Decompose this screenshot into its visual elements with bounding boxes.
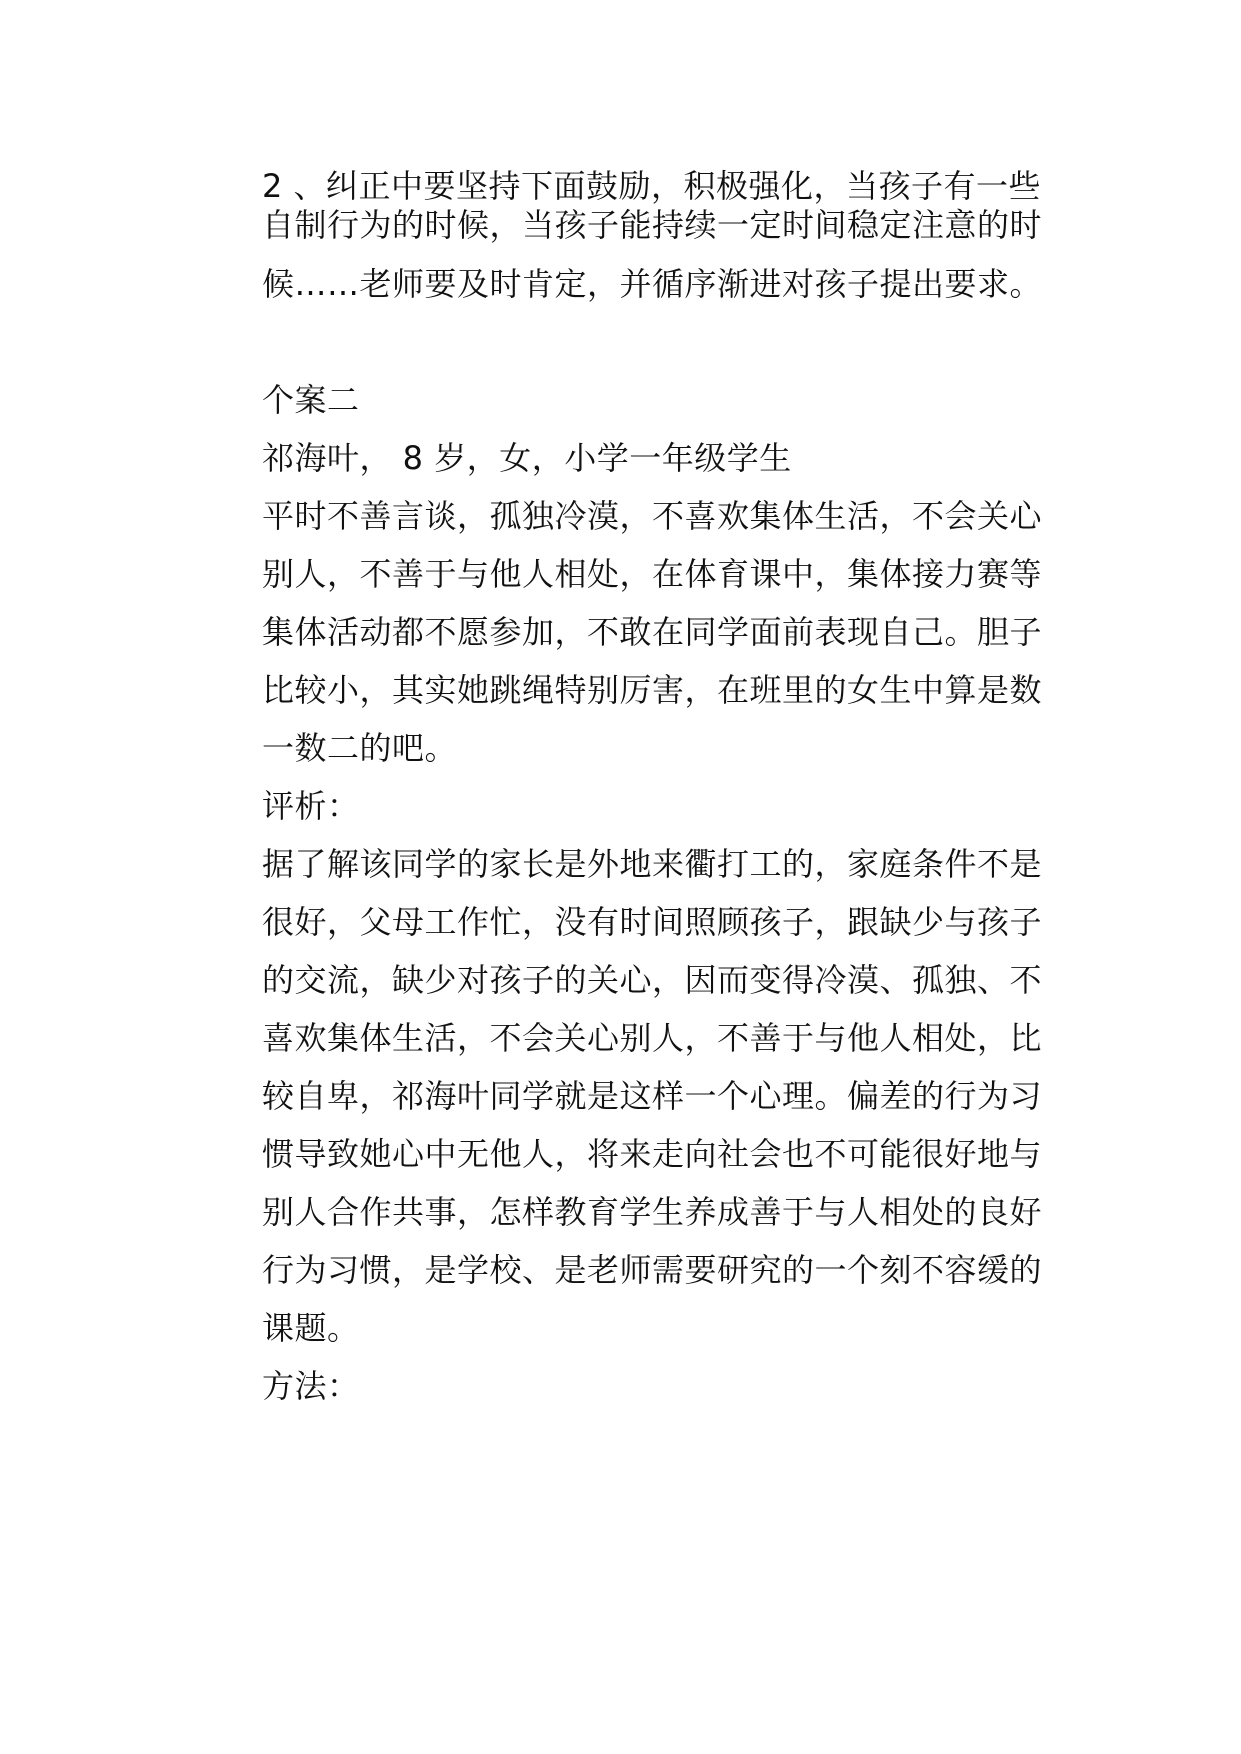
text-line: 较自卑，祁海叶同学就是这样一个心理。偏差的行为习 — [262, 1077, 1043, 1115]
text-line: 喜欢集体生活，不会关心别人，不善于与他人相处，比 — [262, 1019, 1043, 1057]
text-line: 很好，父母工作忙，没有时间照顾孩子，跟缺少与孩子 — [262, 903, 1043, 941]
text-line: 行为习惯，是学校、是老师需要研究的一个刻不容缓的 — [262, 1251, 1043, 1289]
text-line: 据了解该同学的家长是外地来衢打工的，家庭条件不是 — [262, 845, 1043, 883]
text-line: 平时不善言谈，孤独冷漠，不喜欢集体生活，不会关心 — [262, 497, 1043, 535]
text-line: 集体活动都不愿参加，不敢在同学面前表现自己。胆子 — [262, 613, 1043, 651]
text-line: 惯导致她心中无他人，将来走向社会也不可能很好地与 — [262, 1135, 1043, 1173]
text-line: 比较小，其实她跳绳特别厉害，在班里的女生中算是数 — [262, 671, 1043, 709]
text-line: 2 、纠正中要坚持下面鼓励，积极强化，当孩子有一些 — [262, 167, 1042, 205]
text-line: 自制行为的时候，当孩子能持续一定时间稳定注意的时 — [262, 206, 1043, 244]
text-line: 祁海叶， 8 岁，女，小学一年级学生 — [262, 439, 792, 477]
text-line: 课题。 — [262, 1309, 360, 1347]
section-heading: 评析： — [262, 787, 360, 825]
section-heading: 个案二 — [262, 381, 360, 419]
text-line: 的交流，缺少对孩子的关心，因而变得冷漠、孤独、不 — [262, 961, 1043, 999]
text-line: 别人，不善于与他人相处，在体育课中，集体接力赛等 — [262, 555, 1043, 593]
text-line: 候……老师要及时肯定，并循序渐进对孩子提出要求。 — [262, 265, 1043, 303]
section-heading: 方法： — [262, 1367, 360, 1405]
text-line: 别人合作共事，怎样教育学生养成善于与人相处的良好 — [262, 1193, 1043, 1231]
text-line: 一数二的吧。 — [262, 729, 458, 767]
